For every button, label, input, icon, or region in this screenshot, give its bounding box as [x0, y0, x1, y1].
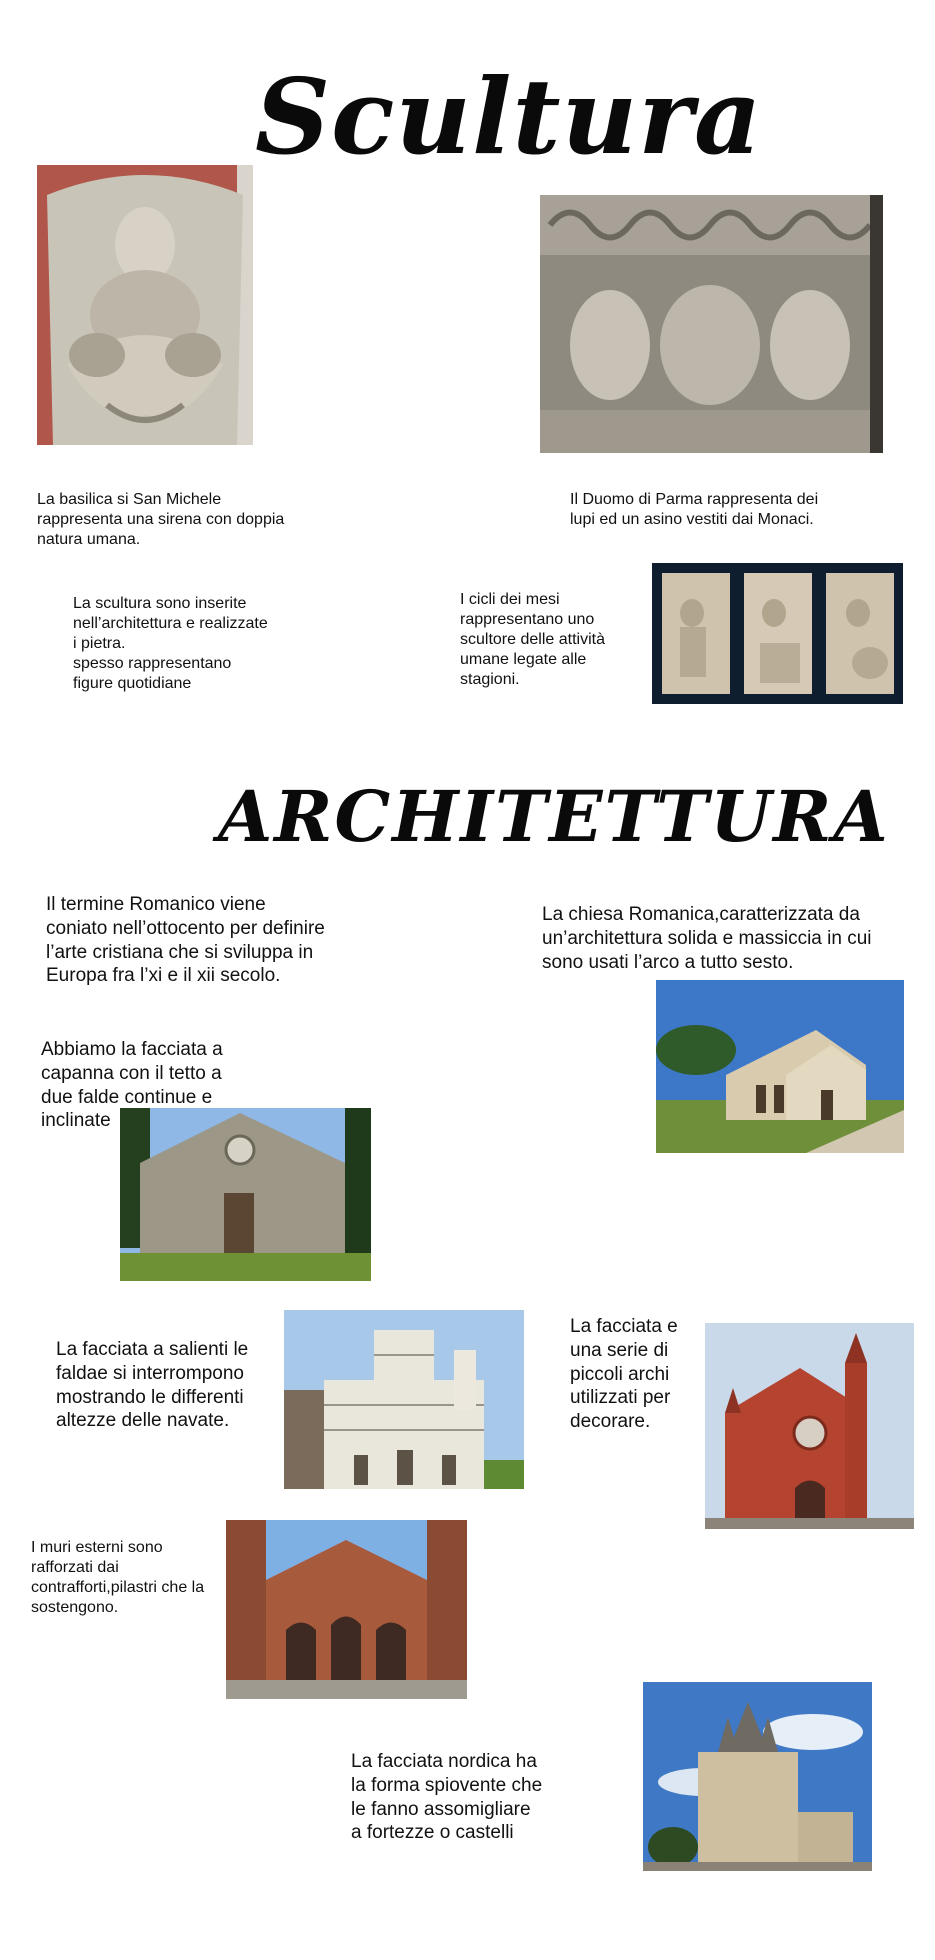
caption-muri: I muri esterni sono rafforzati dai contrafforti,pilastri che la sostengono. — [31, 1539, 205, 1616]
siren-relief-image — [37, 165, 253, 445]
caption-chiesa: La chiesa Romanica,caratterizzata da un’architettura solida e massiccia in cui sono usati l’arco a tutto sesto. — [542, 904, 872, 973]
small-arches-church-image — [705, 1323, 914, 1529]
caption-archi: La facciata e una serie di piccoli archi utilizzati per decorare. — [570, 1316, 678, 1432]
caption-salienti: La facciata a salienti le faldae si interrompono mostrando le differenti altezze delle navate. — [56, 1339, 249, 1432]
months-cycle-image — [652, 563, 903, 704]
caption-romanico: Il termine Romanico viene coniato nell’ottocento per definire l’arte cristiana che si sviluppa in Europa fra l’xi e il xii secolo. — [46, 894, 325, 987]
nordic-facade-image — [643, 1682, 872, 1871]
caption-sirena: La basilica si San Michele rappresenta una sirena con doppia natura umana. — [37, 491, 285, 548]
caption-mesi: I cicli dei mesi rappresentano uno scultore delle attività umane legate alle stagioni. — [460, 591, 605, 688]
caption-capanna: Abbiamo la facciata a capanna con il tetto a due falde continue e inclinate — [41, 1039, 223, 1132]
buttresses-atrium-image — [226, 1520, 467, 1699]
caption-parma: Il Duomo di Parma rappresenta dei lupi ed un asino vestiti dai Monaci. — [570, 491, 819, 528]
parma-relief-image — [540, 195, 883, 453]
architettura-title: ARCHITETTURA — [218, 775, 890, 858]
caption-nordica: La facciata nordica ha la forma spiovente che le fanno assomigliare a fortezze o castelli — [351, 1751, 543, 1844]
caption-pietra: La scultura sono inserite nell’architettura e realizzate i pietra. spesso rappresentano figure quotidiane — [73, 595, 268, 692]
gabled-facade-image — [120, 1108, 371, 1281]
romanesque-church-image — [656, 980, 904, 1153]
salienti-facade-image — [284, 1310, 524, 1489]
scultura-title: Scultura — [255, 55, 763, 178]
